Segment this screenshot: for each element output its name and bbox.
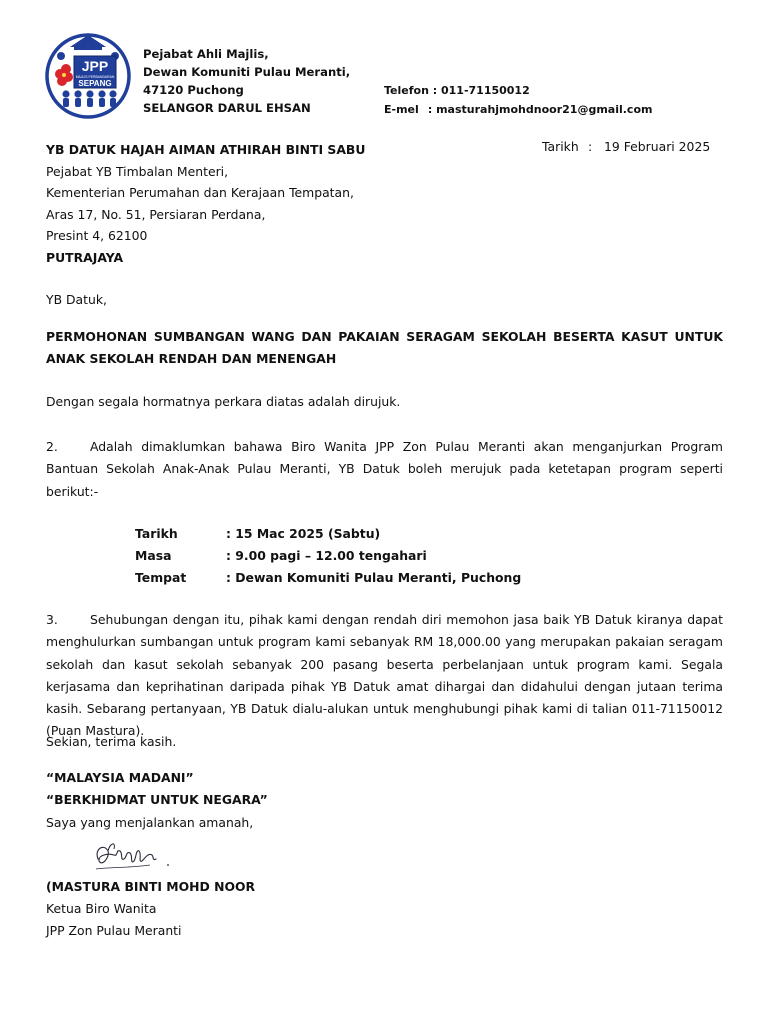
motto-line: “MALAYSIA MADANI” [46,770,194,785]
paragraph-2 [46,436,723,503]
program-details [135,523,521,589]
signer-block [46,876,255,943]
detail-row [135,545,521,567]
detail-row [135,567,521,589]
sender-address [143,45,350,117]
detail-label: Masa [135,548,172,563]
recipient-address [46,139,365,269]
svg-text:SEPANG: SEPANG [78,79,112,88]
closing-line: Sekian, terima kasih. [46,734,177,749]
motto-line: “BERKHIDMAT UNTUK NEGARA” [46,792,268,808]
paragraph-number: 3. [46,612,58,627]
sender-line: 47120 Puchong [143,83,244,97]
email-address: : masturahjmohdnoor21@gmail.com [427,103,653,116]
recipient-line: Aras 17, No. 51, Persiaran Perdana, [46,206,266,222]
detail-value: : 15 Mac 2025 (Sabtu) [226,526,381,541]
detail-row [135,523,521,545]
detail-value: : 9.00 pagi – 12.00 tengahari [226,548,427,563]
recipient-line: Pejabat YB Timbalan Menteri, [46,163,229,179]
sender-line: Dewan Komuniti Pulau Meranti, [143,65,351,79]
phone-number: 011-71150012 [440,84,530,97]
svg-text:JPP: JPP [81,58,109,74]
handwritten-signature [90,837,174,877]
recipient-line: Presint 4, 62100 [46,228,148,244]
detail-label: Tarikh [135,526,178,541]
opening-line: Dengan segala hormatnya perkara diatas adalah dirujuk. [46,394,401,409]
svg-text:MAJLIS PERBANDARAN: MAJLIS PERBANDARAN [75,75,115,79]
recipient-city: PUTRAJAYA [46,249,124,265]
date-label: Tarikh [542,139,579,154]
signer-name: (MASTURA BINTI MOHD NOOR [46,879,256,894]
sender-line: SELANGOR DARUL EHSAN [143,101,311,115]
recipient-name: YB DATUK HAJAH AIMAN ATHIRAH BINTI SABU [46,142,366,157]
phone-label: Telefon : [384,84,438,97]
phone-row [384,81,652,100]
paragraph-text: Sehubungan dengan itu, pihak kami dengan rendah diri memohon jasa baik YB Datuk kiranya dapat menghulurkan sumbangan untuk program kami sebanyak RM 18,000.00 yang merupakan pakaian seragam sekolah dan kasut sekolah sebanyak 200 pasang beserta perbelanjaan untuk program kami. Segala kerjasama dan keprihatinan daripada pihak YB Datuk amat dihargai dan didahului dengan jutaan terima kasih. Sebarang pertanyaan, YB Datuk dialu-alukan untuk menghubungi pihak kami di talian 011-71150012 (Puan Mastura). [46,612,723,739]
motto-block [46,767,268,834]
letter-subject: PERMOHONAN SUMBANGAN WANG DAN PAKAIAN SERAGAM SEKOLAH BESERTA KASUT UNTUK ANAK SEKOLAH RENDAH DAN MENENGAH [46,329,723,366]
sender-line: Pejabat Ahli Majlis, [143,47,269,61]
paragraph-3 [46,609,723,743]
signer-title: Ketua Biro Wanita [46,901,157,917]
paragraph-number: 2. [46,439,58,454]
email-label: E-mel [384,103,419,116]
sender-contact [384,81,652,119]
detail-value: : Dewan Komuniti Pulau Meranti, Puchong [226,570,522,585]
detail-label: Tempat [135,570,187,585]
letter-date [542,139,710,154]
trust-line: Saya yang menjalankan amanah, [46,814,254,830]
recipient-line: Kementerian Perumahan dan Kerajaan Tempatan, [46,185,354,201]
paragraph-text: Adalah dimaklumkan bahawa Biro Wanita JPP Zon Pulau Meranti akan menganjurkan Program Bantuan Sekolah Anak-Anak Pulau Meranti, YB Datuk boleh merujuk pada ketetapan program seperti berikut:- [46,439,723,499]
signer-org: JPP Zon Pulau Meranti [46,923,182,939]
email-row [384,100,652,119]
jpp-sepang-logo [44,30,132,122]
salutation: YB Datuk, [46,292,107,307]
date-value: 19 Februari 2025 [604,139,711,154]
date-separator: : [588,139,593,154]
